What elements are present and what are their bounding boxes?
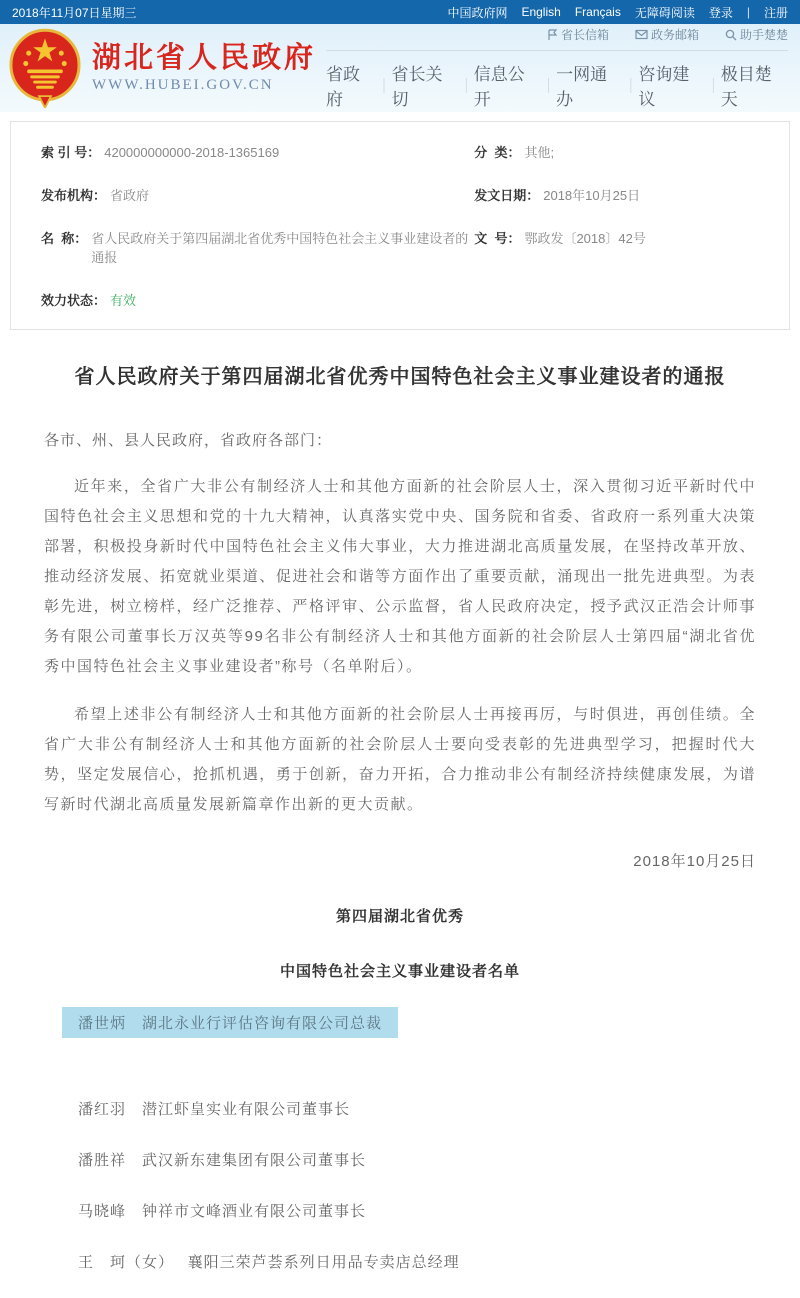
current-date: 2018年11月07日星期三 (12, 5, 137, 20)
paragraph-1: 近年来，全省广大非公有制经济人士和其他方面新的社会阶层人士，深入贯彻习近平新时代中国特色社会主义思想和党的十九大精神，认真落实党中央、国务院和省委、省政府一系列重大决策部署，积极投身新时代中国特色社会主义伟大事业，大力推进湖北高质量发展，在坚持改革开放、推动经济发展、拓宽就业渠道、促进社会和谐等方面作出了重要贡献，涌现出一批先进典型。为表彰先进，树立榜样，经广泛推荐、严格评审、公示监督，省人民政府决定，授予武汉正浩会计师事务有限公司董事长万汉英等99名非公有制经济人士和其他方面新的社会阶层人士第四届“湖北省优秀中国特色社会主义事业建设者”称号（名单附后）。 (44, 478, 756, 675)
meta-value-valid: 有效 (110, 293, 137, 308)
nav-separator: ｜ (705, 77, 721, 95)
list-subtitle-2: 中国特色社会主义事业建设者名单 (279, 963, 520, 980)
meta-value: 420000000000-2018-1365169 (104, 145, 280, 160)
salutation: 各市、州、县人民政府，省政府各部门： (44, 432, 333, 449)
meta-validity-status (41, 290, 474, 309)
awardee-item: 马晓峰 钟祥市文峰酒业有限公司董事长 (78, 1203, 367, 1220)
meta-index-number (41, 142, 474, 161)
meta-label: 名 称： (41, 231, 88, 246)
quick-link-label: 政务邮箱 (650, 28, 699, 42)
awardee-item-highlighted[interactable]: 潘世炳 湖北永业行评估咨询有限公司总裁 (62, 1007, 398, 1038)
link-gov-cn[interactable]: 中国政府网 (447, 5, 508, 20)
gov-mail-link[interactable] (635, 26, 699, 43)
link-accessibility[interactable]: 无障碍阅读 (634, 5, 695, 20)
nav-info-disclosure[interactable]: 信息公开 (473, 65, 525, 109)
awardee-item: 潘红羽 潜江虾皇实业有限公司董事长 (78, 1101, 351, 1118)
awardees-list (44, 1007, 756, 1298)
main-navigation (326, 51, 788, 110)
search-icon (725, 29, 737, 41)
awardee-row (62, 1149, 756, 1170)
meta-document-name (41, 228, 474, 266)
national-emblem-icon (8, 28, 82, 108)
site-title-block (92, 42, 316, 94)
meta-value: 其他; (524, 145, 555, 160)
link-english[interactable]: English (521, 5, 561, 19)
nav-provincial-government[interactable]: 省政府 (326, 65, 360, 109)
login-register-divider: | (746, 5, 750, 19)
meta-label: 效力状态： (41, 293, 107, 308)
site-header (0, 24, 800, 112)
quick-link-label: 省长信箱 (560, 28, 609, 42)
nav-one-net-service[interactable]: 一网通办 (556, 65, 608, 109)
meta-issue-date (474, 185, 773, 204)
nav-consult-suggest[interactable]: 咨询建议 (638, 65, 690, 109)
topbar-links (447, 4, 788, 21)
flag-icon (547, 29, 558, 41)
awardee-row (62, 1098, 756, 1119)
list-subtitle-1: 第四届湖北省优秀 (335, 908, 464, 925)
awardee-item: 王 珂（女） 襄阳三荣芦荟系列日用品专卖店总经理 (78, 1254, 460, 1271)
site-logo[interactable] (8, 28, 316, 108)
meta-label: 发布机构： (41, 188, 107, 203)
awardee-row (62, 1251, 756, 1272)
meta-value: 2018年10月25日 (543, 188, 641, 203)
meta-value: 鄂政发〔2018〕42号 (524, 231, 646, 246)
governor-mailbox-link[interactable] (547, 26, 609, 43)
document-title: 省人民政府关于第四届湖北省优秀中国特色社会主义事业建设者的通报 (74, 366, 726, 388)
nav-separator: ｜ (376, 77, 392, 95)
document-meta-box (10, 121, 790, 330)
meta-issuing-agency (41, 185, 474, 204)
nav-jimu-chutian[interactable]: 极目楚天 (720, 65, 772, 109)
nav-governor-concern[interactable]: 省长关切 (391, 65, 443, 109)
quick-link-label: 助手楚楚 (739, 28, 788, 42)
nav-separator: ｜ (541, 77, 557, 95)
top-utility-bar (0, 0, 800, 24)
meta-document-number (474, 228, 773, 266)
meta-value: 省政府 (110, 188, 150, 203)
meta-label: 发文日期： (474, 188, 540, 203)
awardee-item: 潘胜祥 武汉新东建集团有限公司董事长 (78, 1152, 367, 1169)
nav-separator: ｜ (623, 77, 639, 95)
register-link[interactable]: 注册 (763, 5, 788, 20)
site-name: 湖北省人民政府 (92, 41, 317, 74)
link-francais[interactable]: Français (574, 5, 621, 19)
document-date: 2018年10月25日 (633, 853, 756, 870)
meta-label: 索 引 号： (41, 145, 101, 160)
site-url: WWW.HUBEI.GOV.CN (92, 77, 274, 94)
nav-separator: ｜ (458, 77, 474, 95)
meta-category (474, 142, 773, 161)
mail-icon (635, 29, 648, 40)
assistant-search-link[interactable] (725, 26, 788, 43)
login-link[interactable]: 登录 (708, 5, 733, 20)
awardee-row (62, 1200, 756, 1221)
meta-label: 分 类： (474, 145, 521, 160)
article-body (0, 360, 800, 1298)
awardee-row (62, 1007, 756, 1068)
meta-label: 文 号： (474, 231, 521, 246)
meta-value: 省人民政府关于第四届湖北省优秀中国特色社会主义事业建设者的通报 (91, 231, 469, 265)
quick-links (326, 26, 788, 51)
paragraph-2: 希望上述非公有制经济人士和其他方面新的社会阶层人士再接再厉，与时俱进，再创佳绩。全省广大非公有制经济人士和其他方面新的社会阶层人士要向受表彰的先进典型学习，把握时代大势，坚定发展信心，抢抓机遇，勇于创新，奋力开拓，合力推动非公有制经济持续健康发展，为谱写新时代湖北高质量发展新篇章作出新的更大贡献。 (44, 706, 756, 813)
header-right (326, 26, 788, 110)
